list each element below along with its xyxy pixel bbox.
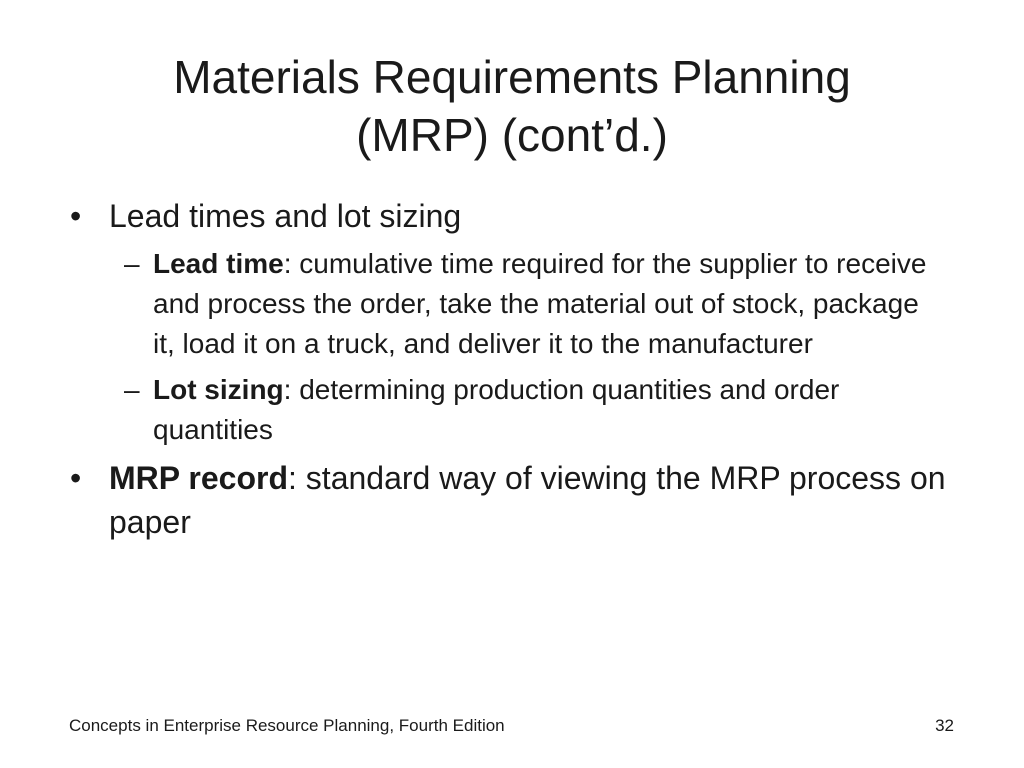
dash-marker: – bbox=[124, 374, 140, 405]
definition-mrp-record: : standard way of viewing the MRP process on paper bbox=[109, 460, 946, 540]
term-lot-sizing: Lot sizing bbox=[153, 374, 284, 405]
slide-title bbox=[60, 48, 964, 164]
bullet-marker: • bbox=[70, 198, 82, 234]
bullet-marker: • bbox=[70, 460, 82, 496]
page-number: 32 bbox=[935, 716, 954, 735]
bullet-mrp-record bbox=[68, 456, 948, 544]
definition-lot-sizing: : determining production quantities and order quantities bbox=[153, 374, 840, 445]
dash-marker: – bbox=[124, 248, 140, 279]
bullet-text: Lead times and lot sizing bbox=[109, 198, 462, 234]
sub-bullet-lot-sizing bbox=[68, 370, 948, 450]
sub-bullet-lead-time bbox=[68, 244, 948, 364]
footer-text: Concepts in Enterprise Resource Planning, Fourth Edition bbox=[69, 716, 505, 735]
definition-lead-time: : cumulative time required for the supplier to receive and process the order, take the material out of stock, package it, load it on a truck, and deliver it to the manufacturer bbox=[153, 248, 927, 359]
bullet-lead-times bbox=[68, 194, 948, 238]
term-lead-time: Lead time bbox=[153, 248, 284, 279]
slide-title-line-1: Materials Requirements Planning bbox=[173, 51, 851, 103]
slide-body bbox=[68, 194, 948, 550]
slide-title-line-2: (MRP) (cont’d.) bbox=[356, 109, 668, 161]
term-mrp-record: MRP record bbox=[109, 460, 289, 496]
